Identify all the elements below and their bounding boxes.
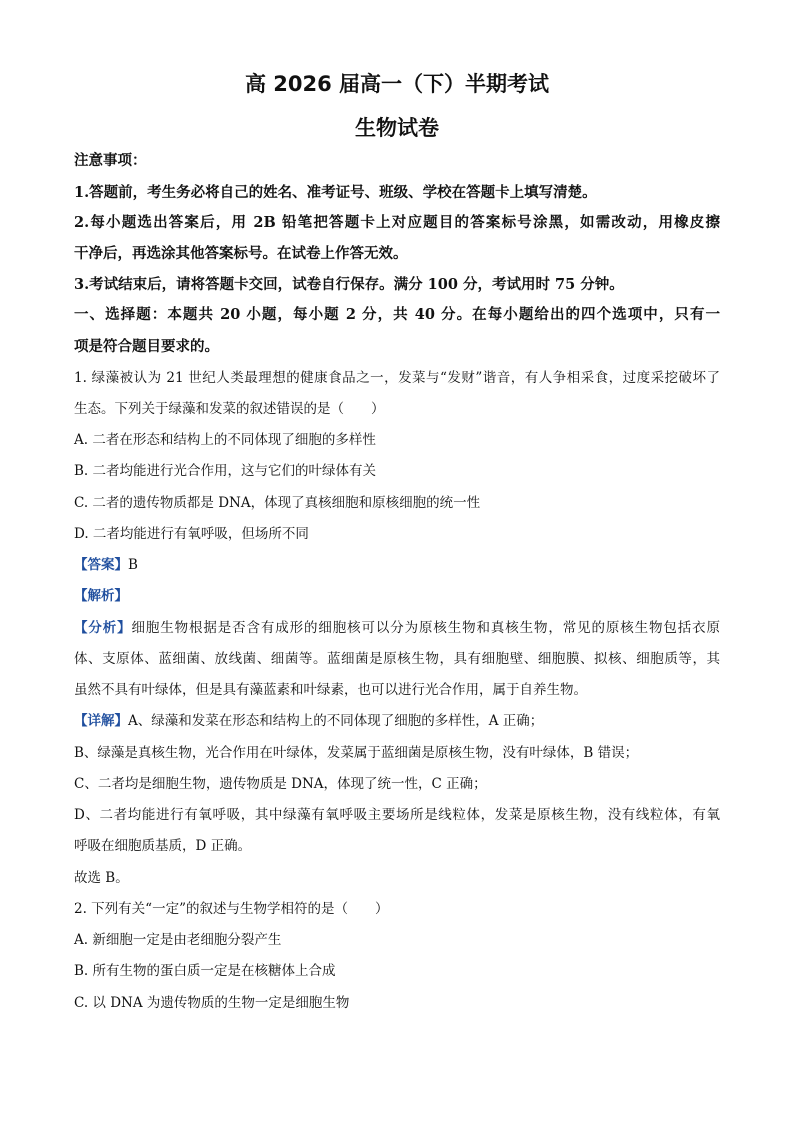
q2-option-a: A. 新细胞一定是由老细胞分裂产生 <box>74 932 282 948</box>
notice-item-3: 3.考试结束后，请将答题卡交回，试卷自行保存。满分 100 分，考试用时 75 分钟。 <box>74 276 624 293</box>
q1-option-c: C. 二者的遗传物质都是 DNA，体现了真核细胞和原核细胞的统一性 <box>74 495 481 511</box>
q1-option-a: A. 二者在形态和结构上的不同体现了细胞的多样性 <box>74 432 376 448</box>
q1-option-d: D. 二者均能进行有氧呼吸，但场所不同 <box>74 526 309 542</box>
q1-explanation-tag <box>74 587 128 605</box>
q1-detail-a <box>74 712 543 730</box>
q1-analysis-line-2: 体、支原体、蓝细菌、放线菌、细菌等。蓝细菌是原核生物，具有细胞壁、细胞膜、拟核、细胞质等，其 <box>74 651 720 667</box>
answer-tag: 【答案】 <box>74 557 128 573</box>
q1-detail-d-line-1: D、二者均能进行有氧呼吸，其中绿藻有氧呼吸主要场所是线粒体，发菜是原核生物，没有线粒体，有氧 <box>74 807 720 823</box>
q1-answer <box>74 556 138 574</box>
notice-item-2-line-1: 2.每小题选出答案后，用 2B 铅笔把答题卡上对应题目的答案标号涂黑，如需改动，用橡皮擦 <box>74 214 720 231</box>
q1-stem-line-2: 生态。下列关于绿藻和发菜的叙述错误的是（ ） <box>74 401 385 417</box>
explanation-tag: 【解析】 <box>74 588 128 604</box>
answer-value: B <box>128 557 138 573</box>
exam-title: 高 2026 届高一（下）半期考试 <box>244 72 550 96</box>
detail-a-text: A、绿藻和发菜在形态和结构上的不同体现了细胞的多样性，A 正确； <box>128 713 544 729</box>
section-heading-line-1: 一、选择题：本题共 20 小题，每小题 2 分，共 40 分。在每小题给出的四个选项中，只有一 <box>74 306 720 323</box>
notice-item-2-line-2: 干净后，再选涂其他答案标号。在试卷上作答无效。 <box>74 245 408 262</box>
section-heading-line-2: 项是符合题目要求的。 <box>74 338 219 355</box>
q1-analysis-line-1 <box>74 619 720 637</box>
q1-detail-b: B、绿藻是真核生物，光合作用在叶绿体，发菜属于蓝细菌是原核生物，没有叶绿体，B 错误； <box>74 745 639 761</box>
q1-stem-line-1: 1. 绿藻被认为 21 世纪人类最理想的健康食品之一，发菜与“发财”谐音，有人争相采食，过度采挖破坏了 <box>74 370 720 386</box>
q1-conclusion: 故选 B。 <box>74 870 129 886</box>
notice-item-1: 1.答题前，考生务必将自己的姓名、准考证号、班级、学校在答题卡上填写清楚。 <box>74 184 597 201</box>
q2-option-b: B. 所有生物的蛋白质一定是在核糖体上合成 <box>74 963 336 979</box>
q2-option-c: C. 以 DNA 为遗传物质的生物一定是细胞生物 <box>74 995 350 1011</box>
q1-analysis-line-3: 虽然不具有叶绿体，但是具有藻蓝素和叶绿素，也可以进行光合作用，属于自养生物。 <box>74 682 587 698</box>
detail-tag: 【详解】 <box>74 713 128 729</box>
q1-detail-c: C、二者均是细胞生物，遗传物质是 DNA，体现了统一性，C 正确； <box>74 776 487 792</box>
q2-stem: 2. 下列有关“一定”的叙述与生物学相符的是（ ） <box>74 901 389 917</box>
exam-subtitle: 生物试卷 <box>355 116 439 140</box>
analysis-text-1: 细胞生物根据是否含有成形的细胞核可以分为原核生物和真核生物，常见的原核生物包括衣原 <box>131 620 720 636</box>
q1-option-b: B. 二者均能进行光合作用，这与它们的叶绿体有关 <box>74 463 377 479</box>
analysis-tag: 【分析】 <box>74 620 132 636</box>
notice-heading: 注意事项： <box>74 152 147 169</box>
q1-detail-d-line-2: 呼吸在细胞质基质，D 正确。 <box>74 838 252 854</box>
